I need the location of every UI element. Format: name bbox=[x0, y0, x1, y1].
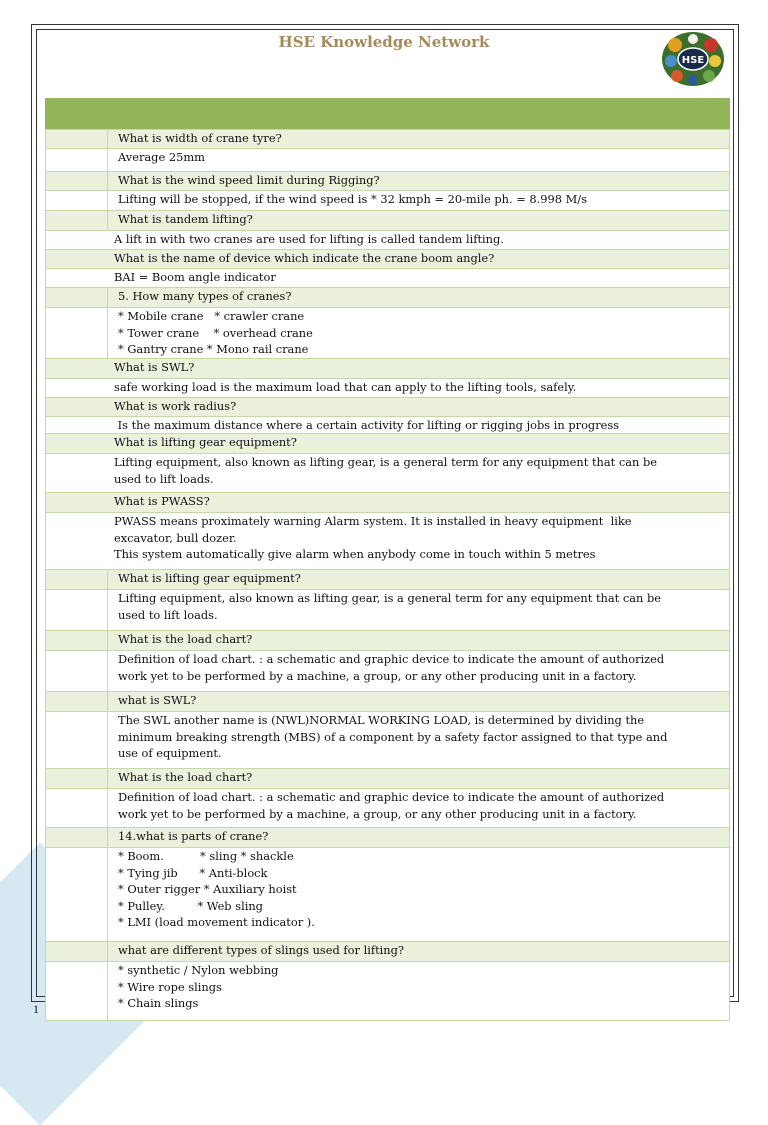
question-text: What is PWASS? bbox=[114, 494, 210, 508]
blank-cell bbox=[46, 712, 108, 769]
answer-line: excavator, bull dozer. bbox=[114, 530, 237, 545]
blank-cell bbox=[46, 651, 108, 692]
question-cell bbox=[46, 397, 730, 416]
answer-line: PWASS means proximately warning Alarm system. It is installed in heavy equipment like bbox=[114, 514, 632, 528]
question-row bbox=[46, 434, 730, 454]
answer-line: Lifting equipment, also known as lifting gear, is a general term for any equipment that can be bbox=[114, 455, 658, 469]
answer-line: work yet to be performed by a machine, a group, or any other producing unit in a factory. bbox=[118, 668, 637, 683]
answer-line: used to lift loads. bbox=[114, 471, 214, 486]
logo-text: HSE bbox=[681, 55, 705, 66]
answer-line: Lifting equipment, also known as lifting gear, is a general term for any equipment that can be bbox=[118, 591, 662, 605]
question-row bbox=[46, 130, 730, 149]
answer-line: * LMI (load movement indicator ). bbox=[118, 915, 315, 929]
qa-content bbox=[45, 98, 730, 1021]
blank-cell bbox=[46, 828, 108, 848]
answer-cell bbox=[108, 590, 730, 631]
question-text: What is lifting gear equipment? bbox=[114, 435, 297, 449]
answer-row bbox=[46, 590, 730, 631]
answer-row bbox=[46, 308, 730, 359]
answer-line: * Outer rigger * Auxiliary hoist bbox=[118, 882, 297, 896]
answer-line: * synthetic / Nylon webbing bbox=[118, 963, 279, 977]
question-text: What is work radius? bbox=[114, 398, 237, 413]
answer-cell bbox=[108, 651, 730, 692]
question-cell bbox=[46, 434, 730, 454]
answer-row bbox=[46, 454, 730, 493]
question-text: what are different types of slings used for lifting? bbox=[118, 943, 405, 957]
question-row bbox=[46, 288, 730, 308]
answer-row bbox=[46, 191, 730, 211]
blank-cell bbox=[46, 149, 108, 172]
answer-cell bbox=[108, 789, 730, 828]
blank-cell bbox=[46, 692, 108, 712]
table-header-bar bbox=[45, 98, 730, 129]
question-row bbox=[46, 942, 730, 962]
blank-cell bbox=[46, 789, 108, 828]
question-text: What is width of crane tyre? bbox=[118, 131, 282, 145]
question-text: What is SWL? bbox=[114, 359, 195, 374]
answer-row bbox=[46, 231, 730, 250]
answer-cell bbox=[46, 231, 730, 250]
question-cell bbox=[108, 172, 730, 191]
answer-cell bbox=[108, 308, 730, 359]
answer-cell bbox=[46, 454, 730, 493]
question-cell bbox=[108, 942, 730, 962]
blank-cell bbox=[46, 570, 108, 590]
question-cell bbox=[46, 250, 730, 269]
question-cell bbox=[108, 631, 730, 651]
question-cell bbox=[108, 828, 730, 848]
answer-cell bbox=[46, 513, 730, 570]
answer-line: * Tying jib * Anti-block bbox=[118, 865, 268, 880]
question-cell bbox=[108, 769, 730, 789]
answer-cell bbox=[108, 848, 730, 942]
answer-row bbox=[46, 378, 730, 397]
question-text: What is the load chart? bbox=[118, 632, 253, 646]
answer-row bbox=[46, 848, 730, 942]
answer-line: A lift in with two cranes are used for lifting is called tandem lifting. bbox=[114, 232, 504, 246]
answer-line: * Wire rope slings bbox=[118, 979, 222, 994]
answer-row bbox=[46, 789, 730, 828]
answer-line: Definition of load chart. : a schematic and graphic device to indicate the amount of authorized bbox=[118, 652, 665, 666]
answer-line: BAI = Boom angle indicator bbox=[114, 270, 276, 284]
answer-cell bbox=[108, 149, 730, 172]
question-row bbox=[46, 358, 730, 378]
question-row bbox=[46, 692, 730, 712]
answer-line: minimum breaking strength (MBS) of a component by a safety factor assigned to that type and bbox=[118, 729, 668, 744]
blank-cell bbox=[46, 590, 108, 631]
question-text: What is the name of device which indicate the crane boom angle? bbox=[114, 251, 495, 265]
question-text: What is tandem lifting? bbox=[118, 212, 253, 226]
question-row bbox=[46, 397, 730, 416]
question-text: What is lifting gear equipment? bbox=[118, 571, 301, 585]
answer-row bbox=[46, 513, 730, 570]
answer-cell bbox=[108, 962, 730, 1021]
blank-cell bbox=[46, 130, 108, 149]
page-title: HSE Knowledge Network bbox=[278, 33, 490, 51]
answer-cell bbox=[46, 378, 730, 397]
blank-cell bbox=[46, 211, 108, 231]
question-cell bbox=[46, 493, 730, 513]
answer-line: use of equipment. bbox=[118, 746, 222, 760]
answer-cell bbox=[108, 191, 730, 211]
answer-line: Average 25mm bbox=[118, 150, 205, 164]
blank-cell bbox=[46, 962, 108, 1021]
blank-cell bbox=[46, 769, 108, 789]
answer-row bbox=[46, 962, 730, 1021]
blank-cell bbox=[46, 172, 108, 191]
answer-row bbox=[46, 269, 730, 288]
question-row bbox=[46, 172, 730, 191]
question-cell bbox=[108, 211, 730, 231]
answer-line: * Boom. * sling * shackle bbox=[118, 849, 294, 863]
answer-line: * Chain slings bbox=[118, 996, 199, 1010]
question-cell bbox=[108, 570, 730, 590]
page-number: 1 bbox=[33, 1002, 39, 1016]
answer-line: work yet to be performed by a machine, a group, or any other producing unit in a factory. bbox=[118, 806, 637, 821]
answer-line: * Pulley. * Web sling bbox=[118, 898, 263, 913]
answer-line: Definition of load chart. : a schematic and graphic device to indicate the amount of authorized bbox=[118, 790, 665, 804]
answer-line: * Mobile crane * crawler crane bbox=[118, 309, 305, 323]
question-text: what is SWL? bbox=[118, 693, 197, 707]
blank-cell bbox=[46, 288, 108, 308]
qa-table bbox=[45, 129, 730, 1021]
answer-line: Is the maximum distance where a certain activity for lifting or rigging jobs in progress bbox=[114, 417, 620, 432]
hse-logo-icon bbox=[661, 31, 725, 87]
answer-cell bbox=[46, 416, 730, 434]
question-row bbox=[46, 769, 730, 789]
answer-line: This system automatically give alarm when anybody come in touch within 5 metres bbox=[114, 547, 596, 561]
question-row bbox=[46, 570, 730, 590]
answer-cell bbox=[46, 269, 730, 288]
question-text: What is the wind speed limit during Rigging? bbox=[118, 173, 380, 187]
answer-row bbox=[46, 416, 730, 434]
question-cell bbox=[108, 692, 730, 712]
blank-cell bbox=[46, 308, 108, 359]
answer-line: The SWL another name is (NWL)NORMAL WORKING LOAD, is determined by dividing the bbox=[118, 713, 645, 727]
answer-row bbox=[46, 712, 730, 769]
question-row bbox=[46, 493, 730, 513]
answer-line: Lifting will be stopped, if the wind speed is * 32 kmph = 20-mile ph. = 8.998 M/s bbox=[118, 192, 587, 206]
question-cell bbox=[108, 130, 730, 149]
answer-line: * Tower crane * overhead crane bbox=[118, 325, 313, 340]
blank-cell bbox=[46, 631, 108, 651]
answer-line: * Gantry crane * Mono rail crane bbox=[118, 342, 309, 356]
question-row bbox=[46, 211, 730, 231]
question-text: What is the load chart? bbox=[118, 770, 253, 784]
answer-row bbox=[46, 651, 730, 692]
question-row bbox=[46, 631, 730, 651]
blank-cell bbox=[46, 191, 108, 211]
question-text: 14.what is parts of crane? bbox=[118, 829, 269, 843]
answer-cell bbox=[108, 712, 730, 769]
blank-cell bbox=[46, 848, 108, 942]
blank-cell bbox=[46, 942, 108, 962]
question-row bbox=[46, 828, 730, 848]
answer-line: used to lift loads. bbox=[118, 607, 218, 622]
question-row bbox=[46, 250, 730, 269]
question-cell bbox=[108, 288, 730, 308]
answer-line: safe working load is the maximum load that can apply to the lifting tools, safely. bbox=[114, 379, 577, 394]
question-text: 5. How many types of cranes? bbox=[118, 289, 292, 303]
question-cell bbox=[46, 358, 730, 378]
answer-row bbox=[46, 149, 730, 172]
